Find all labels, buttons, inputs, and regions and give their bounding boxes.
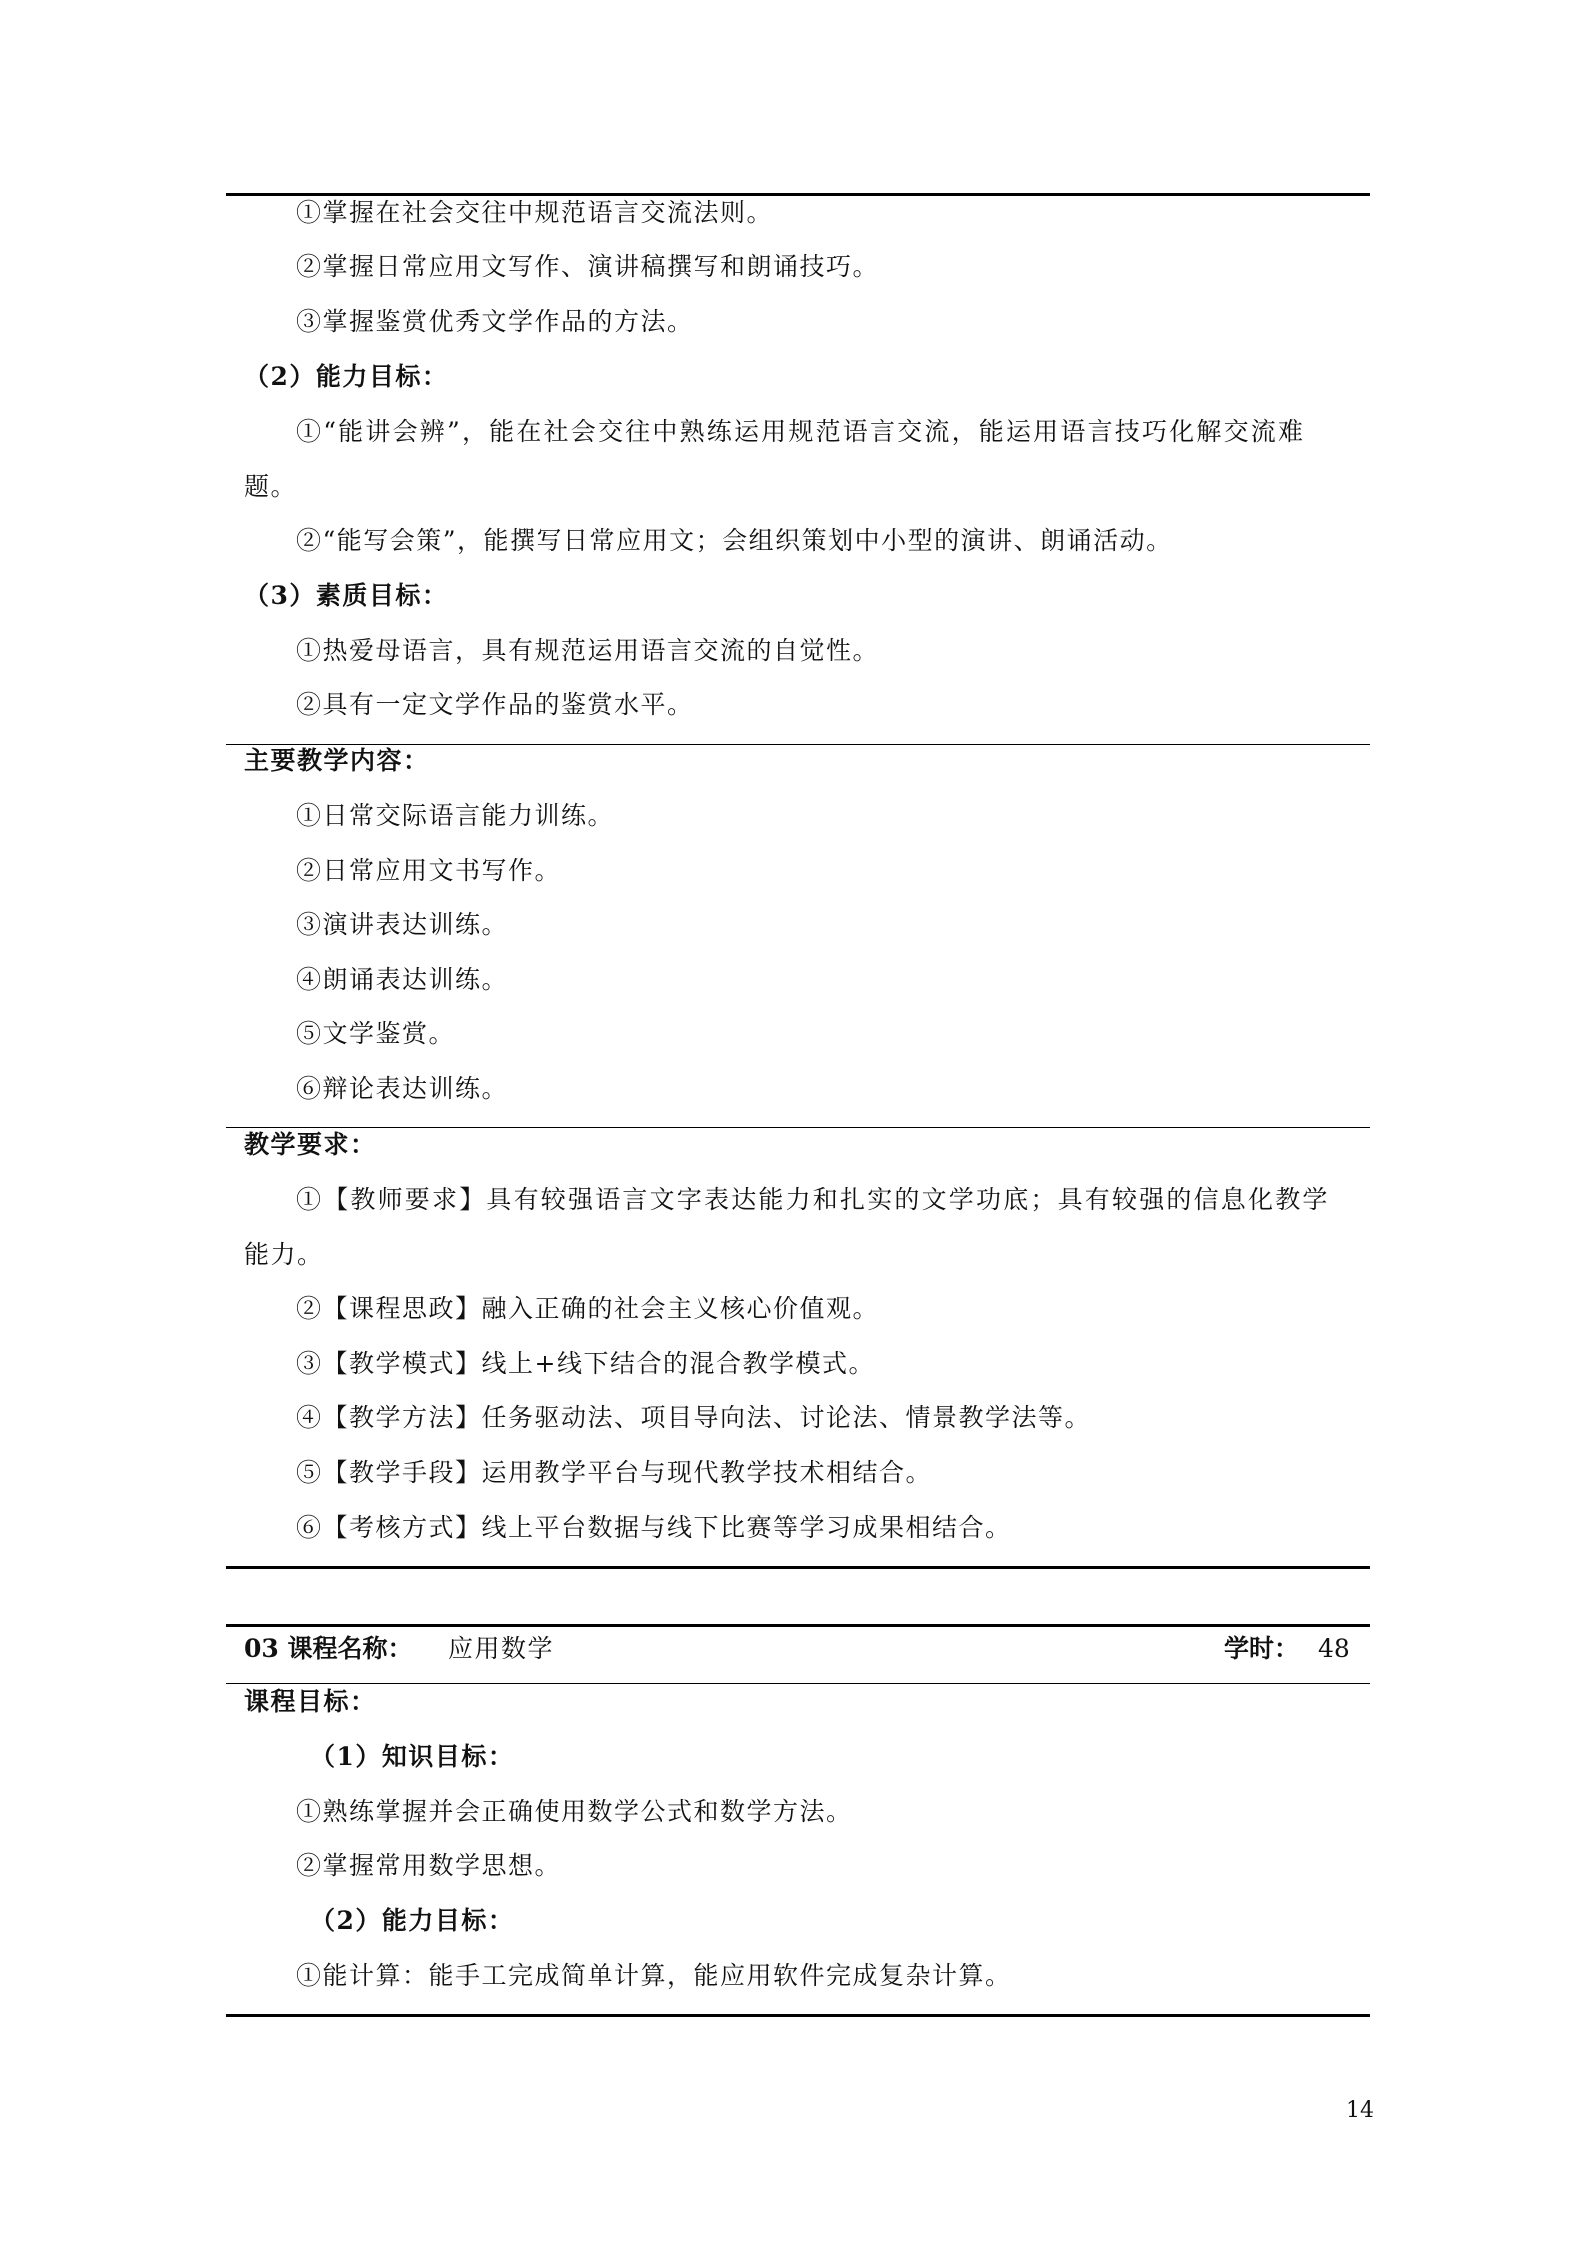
quality-heading: （3）素质目标： xyxy=(244,581,449,610)
table-bottom-border xyxy=(226,2014,1370,2017)
ability-item-2: ②“能写会策”，能撰写日常应用文；会组织策划中小型的演讲、朗诵活动。 xyxy=(296,526,1173,555)
content-item-2: ②日常应用文书写作。 xyxy=(296,856,562,885)
requirement-item-5: ⑤【教学手段】运用教学平台与现代教学技术相结合。 xyxy=(296,1458,933,1487)
content-item-3: ③演讲表达训练。 xyxy=(296,910,509,939)
requirement-item-6: ⑥【考核方式】线上平台数据与线下比赛等学习成果相结合。 xyxy=(296,1513,1012,1542)
ability-item-1-continued: 题。 xyxy=(244,472,298,501)
requirement-item-2: ②【课程思政】融入正确的社会主义核心价值观。 xyxy=(296,1294,880,1323)
row-divider xyxy=(226,1683,1370,1684)
content-item-4: ④朗诵表达训练。 xyxy=(296,965,509,994)
course-ability-item-1: ①能计算：能手工完成简单计算，能应用软件完成复杂计算。 xyxy=(296,1961,1012,1990)
content-item-1: ①日常交际语言能力训练。 xyxy=(296,801,615,830)
course-knowledge-item-2: ②掌握常用数学思想。 xyxy=(296,1851,562,1880)
quality-item-2: ②具有一定文学作品的鉴赏水平。 xyxy=(296,690,694,719)
course-name: 应用数学 xyxy=(448,1634,555,1663)
knowledge-item-1: ①掌握在社会交往中规范语言交流法则。 xyxy=(296,198,774,227)
row-divider xyxy=(226,744,1370,745)
course-knowledge-item-1: ①熟练掌握并会正确使用数学公式和数学方法。 xyxy=(296,1797,853,1826)
ability-heading: （2）能力目标： xyxy=(244,362,449,391)
course-header xyxy=(244,1634,1354,1666)
requirement-item-1: ①【教师要求】具有较强语言文字表达能力和扎实的文学功底；具有较强的信息化教学 xyxy=(296,1185,1330,1214)
course-label: 03 课程名称： xyxy=(244,1634,413,1663)
table-top-border xyxy=(226,193,1370,196)
page-number: 14 xyxy=(1346,2098,1374,2123)
content-heading: 主要教学内容： xyxy=(244,746,430,775)
course-goals-heading: 课程目标： xyxy=(244,1687,377,1716)
row-divider xyxy=(226,1127,1370,1128)
quality-item-1: ①热爱母语言，具有规范运用语言交流的自觉性。 xyxy=(296,636,880,665)
ability-item-1: ①“能讲会辨”，能在社会交往中熟练运用规范语言交流，能运用语言技巧化解交流难 xyxy=(296,417,1306,446)
requirement-item-3: ③【教学模式】线上+线下结合的混合教学模式。 xyxy=(296,1349,875,1378)
hours-label: 学时： xyxy=(1224,1634,1300,1663)
course-ability-heading: （2）能力目标： xyxy=(310,1906,515,1935)
course-knowledge-heading: （1）知识目标： xyxy=(310,1742,515,1771)
content-item-5: ⑤文学鉴赏。 xyxy=(296,1019,456,1048)
table-bottom-border xyxy=(226,1566,1370,1569)
requirement-item-4: ④【教学方法】任务驱动法、项目导向法、讨论法、情景教学法等。 xyxy=(296,1403,1092,1432)
knowledge-item-2: ②掌握日常应用文写作、演讲稿撰写和朗诵技巧。 xyxy=(296,252,880,281)
knowledge-item-3: ③掌握鉴赏优秀文学作品的方法。 xyxy=(296,307,694,336)
content-item-6: ⑥辩论表达训练。 xyxy=(296,1074,509,1103)
requirement-item-1-continued: 能力。 xyxy=(244,1240,324,1269)
hours-value: 48 xyxy=(1318,1634,1350,1663)
table-top-border xyxy=(226,1624,1370,1627)
requirements-heading: 教学要求： xyxy=(244,1130,377,1159)
